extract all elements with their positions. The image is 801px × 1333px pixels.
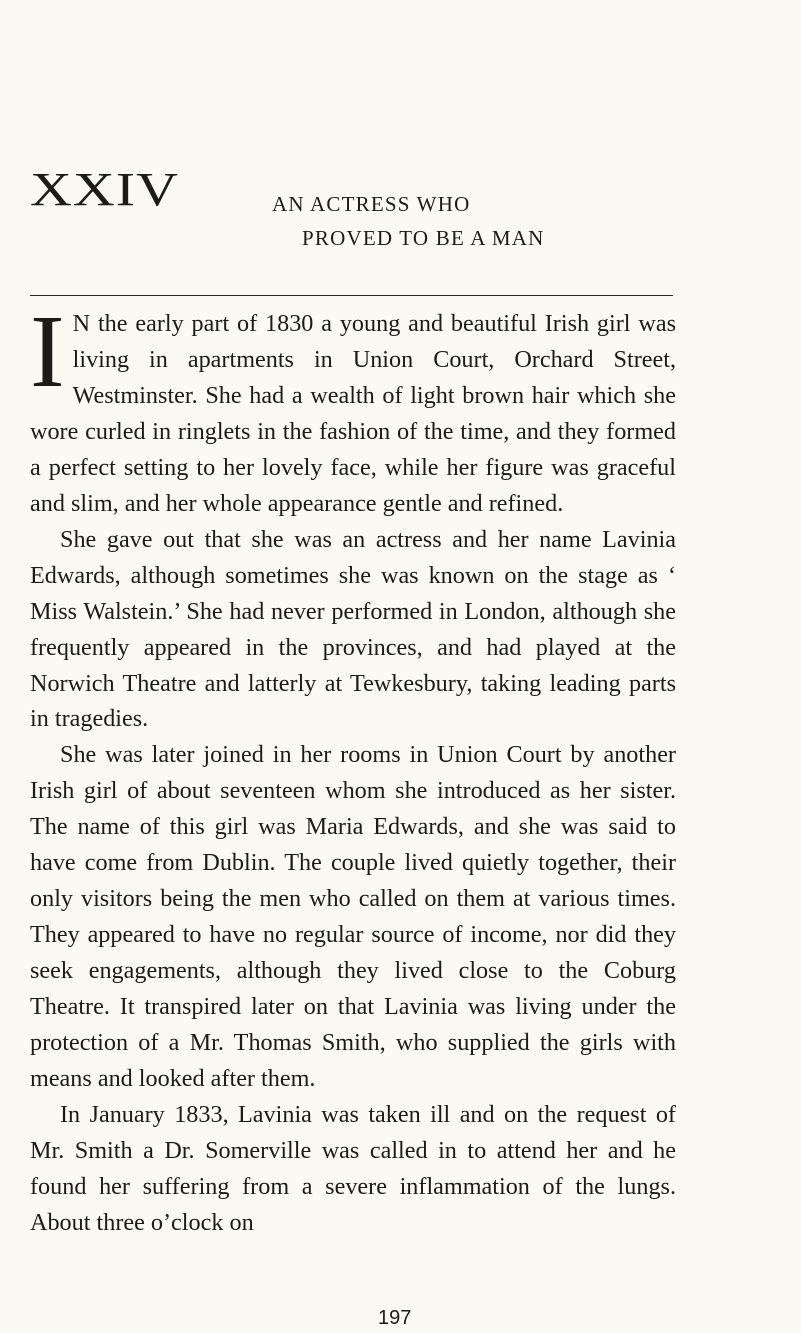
paragraph-1-text: N the early part of 1830 a young and beautiful Irish girl was living in apartments in Union Court, Orchard Street, Westminster. She had a wealth of light brown hair which she wore curled in ringlets in the fashion of the time, and they formed a perfect setting to her lovely face, while her figure was graceful and slim, and her whole appearance gentle and refined.: [30, 310, 676, 517]
body-text: [30, 294, 676, 1241]
paragraph-3: She was later joined in her rooms in Union Court by another Irish girl of about seventeen whom she introduced as her sister. The name of this girl was Maria Edwards, and she was said to have come from Dublin. The couple lived quietly together, their only visitors being the men who called on them at various times. They appeared to have no regular source of income, nor did they seek engagements, although they lived close to the Coburg Theatre. It transpired later on that Lavinia was living under the protection of a Mr. Thomas Smith, who supplied the girls with means and looked after them.: [30, 741, 676, 1093]
paragraph-2: She gave out that she was an actress and her name Lavinia Edwards, although sometimes she was known on the stage as ‘ Miss Walstein.’ She had never performed in London, although she frequently appeared in the provinces, and had played at the Norwich Theatre and latterly at Tewkesbury, taking leading parts in tragedies.: [30, 525, 676, 733]
paragraph-4: In January 1833, Lavinia was taken ill and on the request of Mr. Smith a Dr. Somerville was called in to attend her and he found her suffering from a severe inflammation of the lungs. About three o’clock on: [30, 1100, 676, 1236]
chapter-title-line-1: AN ACTRESS WHO: [272, 192, 471, 216]
page-number: 197: [378, 1307, 412, 1329]
drop-cap: I: [30, 294, 65, 409]
chapter-number: XXIV: [30, 162, 179, 217]
paragraph-1: [30, 294, 676, 522]
chapter-title: [272, 187, 545, 255]
chapter-title-line-2: PROVED TO BE A MAN: [302, 226, 545, 250]
chapter-divider: [30, 295, 673, 296]
